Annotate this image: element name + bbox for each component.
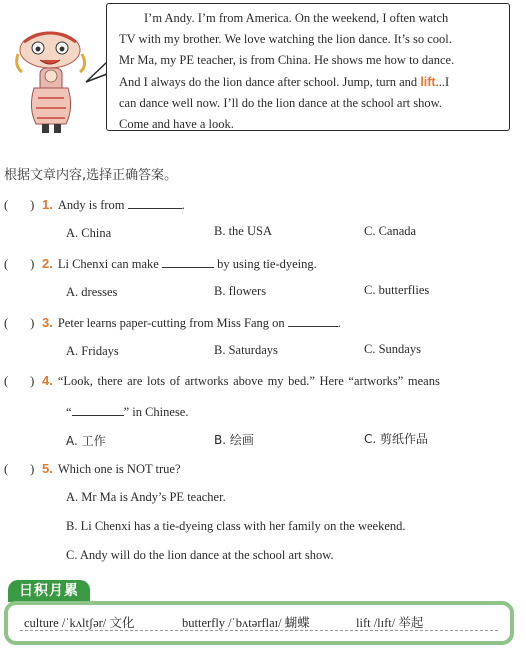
passage-bubble [106,3,510,131]
answer-blank[interactable] [72,403,124,416]
answer-blank[interactable] [288,314,338,327]
option-b[interactable]: B. the USA [214,224,272,238]
passage-line: Come and have a look. [119,117,234,132]
option-c[interactable]: C. Sundays [364,342,421,356]
option-b[interactable]: B. Li Chenxi has a tie-dyeing class with her family on the weekend. [66,519,406,533]
answer-blank[interactable] [162,255,214,268]
question-5: ( ) 5. Which one is NOT true? [4,461,181,476]
option-b[interactable]: B. flowers [214,284,267,298]
vocab-item: butterfly /ˈbʌtərflaɪ/ 蝴蝶 [182,616,310,630]
option-a[interactable]: A. Fridays [66,344,119,358]
question-4-line2: “ ” in Chinese. [66,405,189,419]
option-b[interactable]: B. Saturdays [214,343,278,357]
question-3: ( ) 3. Peter learns paper-cutting from Miss Fang on . [4,315,341,330]
question-1: ( ) 1. Andy is from . [4,197,185,212]
option-a[interactable]: A. Mr Ma is Andy’s PE teacher. [66,490,226,504]
vocab-item: culture /ˈkʌltʃər/ 文化 [24,616,135,630]
option-c[interactable]: C. butterflies [364,283,430,297]
highlight-word: lift [420,74,436,89]
vocab-item: lift /lɪft/ 举起 [356,616,424,630]
passage-line: can dance well now. I’ll do the lion dance at the school art show. [119,95,442,110]
option-c[interactable]: C. 剪纸作品 [364,432,429,446]
question-2: ( ) 2. Li Chenxi can make by using tie-dyeing. [4,256,317,271]
passage-line: TV with my brother. We love watching the lion dance. It’s so cool. [119,32,452,47]
passage-line: And I always do the lion dance after school. Jump, turn and lift...I [119,74,450,89]
passage-line: Mr Ma, my PE teacher, is from China. He shows me how to dance. [119,53,455,68]
answer-blank[interactable] [128,196,182,209]
option-a[interactable]: A. China [66,226,112,240]
passage-line: I’m Andy. I’m from America. On the weekend, I often watch [144,11,449,25]
question-4: ( ) 4. “Look, there are lots of artworks above my bed.” Here “artworks” means [4,373,440,388]
lion-dance-illustration [14,28,94,136]
option-b[interactable]: B. 绘画 [214,433,254,447]
option-c[interactable]: C. Andy will do the lion dance at the school art show. [66,548,334,562]
instruction: 根据文章内容,选择正确答案。 [4,168,178,183]
option-a[interactable]: A. dresses [66,285,118,299]
option-c[interactable]: C. Canada [364,224,417,238]
vocab-title: 日积月累 [8,580,90,602]
option-a[interactable]: A. 工作 [66,434,106,448]
